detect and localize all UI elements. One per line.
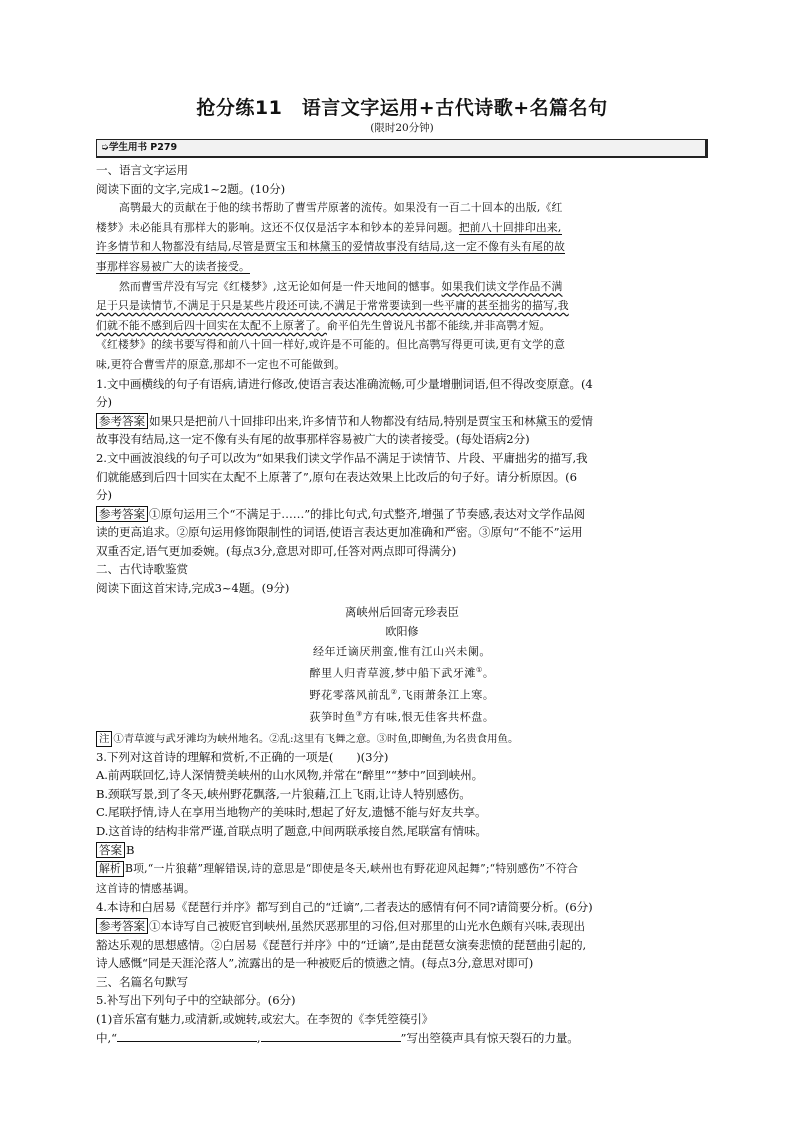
answer-tag: 答案 [96,842,125,858]
poem-title: 离峡州后回寄元珍表臣 [345,604,459,619]
answer-4: 参考答案 ①本诗写自己被贬官到峡州,虽然厌恶那里的习俗,但对那里的山光水色颇有兴味,表现出 [96,917,708,936]
explanation-tag: 解析 [96,861,124,877]
question-2: 分) [96,488,112,503]
time-limit: (限时20分钟) [370,122,434,134]
passage-line: 然而曹雪芹没有写完《红楼梦》,这无论如何是一件天地间的憾事。如果我们读文学作品不满 [119,279,563,293]
passage-line: 许多情节和人物都没有结局,尽管是贾宝玉和林黛玉的爱情故事没有结局,这一定不像有头有尾的故 [96,240,566,254]
passage-line: 事那样容易被广大的读者接受。 [96,259,250,273]
poem-line: 野花零落风前乱②,飞雨萧条江上寒。 [309,688,495,702]
reference-answer-tag: 参考答案 [96,413,148,429]
answer-4: 豁达乐观的思想感情。②白居易《琵琶行并序》中的“迁谪”,是由琵琶女演奏悲愤的琵琶曲引起的, [96,937,587,952]
answer-1: 参考答案 如果只是把前八十回排印出来,许多情节和人物都没有结局,特别是贾宝玉和林黛玉的爱情 [96,412,708,431]
answer-4: 诗人感慨“同是天涯沦落人”,流露出的是一种被贬后的愤懑之情。(每点3分,意思对即可) [96,956,534,971]
passage-line: 们就不能不感到后四十回实在太配不上原著了。俞平伯先生曾说凡书都不能续,并非高鹗才短。 [96,318,551,332]
section-intro: 阅读下面的文字,完成1~2题。(10分) [96,181,286,196]
option-c: C.尾联抒情,诗人在享用当地物产的美味时,想起了好友,遗憾不能与好友共享。 [96,805,487,820]
passage-line: 高鹗最大的贡献在于他的续书帮助了曹雪芹原著的流传。如果没有一百二十回本的出版,《红 [119,201,563,215]
poem-line: 醉里人归青草渡,梦中船下武牙滩①。 [309,666,495,680]
document-page [96,96,708,1047]
answer-blank[interactable] [261,1029,401,1042]
question-5: 5.补写出下列句子中的空缺部分。(6分) [96,993,296,1008]
question-4: 4.本诗和白居易《琵琶行并序》都写到自己的“迁谪”,二者表达的感情有何不同?请简要分析。(6分) [96,900,593,915]
option-d: D.这首诗的结构非常严谨,首联点明了题意,中间两联承接自然,尾联富有情味。 [96,824,487,838]
question-5-item: (1)音乐富有魅力,或清新,或婉转,或宏大。在李贺的《李凭箜篌引》 [96,1011,434,1026]
question-1: 1.文中画横线的句子有语病,请进行修改,使语言表达准确流畅,可少量增删词语,但不得改变原意。(4 [96,376,593,391]
passage-line: 《红楼梦》的续书要写得和前八十回一样好,或许是不可能的。但比高鹗写得更可读,更有文学的意 [96,338,566,352]
question-3: 3.下列对这首诗的理解和赏析,不正确的一项是( )(3分) [96,749,389,764]
student-book-bar: ➭学生用书 P279 [96,139,708,158]
passage-line: 味,更符合曹雪芹的原意,那却不一定也不可能做到。 [96,357,346,371]
passage-line: 楼梦》未必能具有那样大的影响。这还不仅仅是活字本和钞本的差异问题。把前八十回排印出来, [96,220,562,234]
section-heading: 三、名篇名句默写 [96,974,188,989]
answer-3: 答案 B [96,841,708,860]
page-title: 抢分练11 语言文字运用+古代诗歌+名篇名句 [196,97,608,119]
section-intro: 阅读下面这首宋诗,完成3~4题。(9分) [96,581,290,596]
passage-line: 足于只是读情节,不满足于只是某些片段还可读,不满足于常常要读到一些平庸的甚至拙劣的描写,我 [96,299,569,313]
reference-answer-tag: 参考答案 [96,918,148,934]
question-2: 2.文中画波浪线的句子可以改为“如果我们读文学作品不满足于读情节、片段、平庸拙劣的描写,我 [96,450,588,465]
reference-answer-tag: 参考答案 [96,506,148,522]
option-b: B.颈联写景,到了冬天,峡州野花飘落,一片狼藉,江上飞雨,让诗人特别感伤。 [96,786,471,801]
question-5-item: 中,“ , ”写出箜篌声具有惊天裂石的力量。 [96,1030,579,1045]
explanation-3: 解析 B项,“一片狼藉”理解错误,诗的意思是“即使是冬天,峡州也有野花迎风起舞”;“特别感伤”不符合 [96,859,708,879]
answer-2: 双重否定,语气更加委婉。(每点3分,意思对即可,任答对两点即可得满分) [96,543,457,558]
answer-blank[interactable] [117,1029,257,1042]
section-heading: 二、古代诗歌鉴赏 [96,562,188,577]
question-2: 们就能感到后四十回实在太配不上原著了”,原句在表达效果上比改后的句子好。请分析原因。(6 [96,469,577,484]
question-1: 分) [96,395,112,410]
section-heading: 一、语言文字运用 [96,163,188,177]
poem-author: 欧阳修 [385,624,419,638]
option-a: A.前两联回忆,诗人深情赞美峡州的山水风物,并常在“醉里”“梦中”回到峡州。 [96,768,484,783]
poem-note: 注 ①青草渡与武牙滩均为峡州地名。②乱:这里有飞舞之意。③时鱼,即鲥鱼,为名贵食用鱼。 [96,730,708,748]
answer-1: 故事没有结局,这一定不像有头有尾的故事那样容易被广大的读者接受。(每处语病2分) [96,432,530,447]
explanation-3: 这首诗的情感基调。 [96,881,195,895]
note-tag: 注 [96,731,112,747]
poem-line: 经年迁谪厌荆蛮,惟有江山兴未阑。 [312,644,492,658]
answer-2: 读的更高追求。②原句运用修饰限制性的词语,使语言表达更加准确和严密。③原句“不能不”运用 [96,525,583,540]
poem-line: 荻笋时鱼③方有味,恨无佳客共杯盘。 [309,710,495,725]
answer-2: 参考答案 ①原句运用三个“不满足于……”的排比句式,句式整齐,增强了节奏感,表达对文学作品阅 [96,505,708,524]
